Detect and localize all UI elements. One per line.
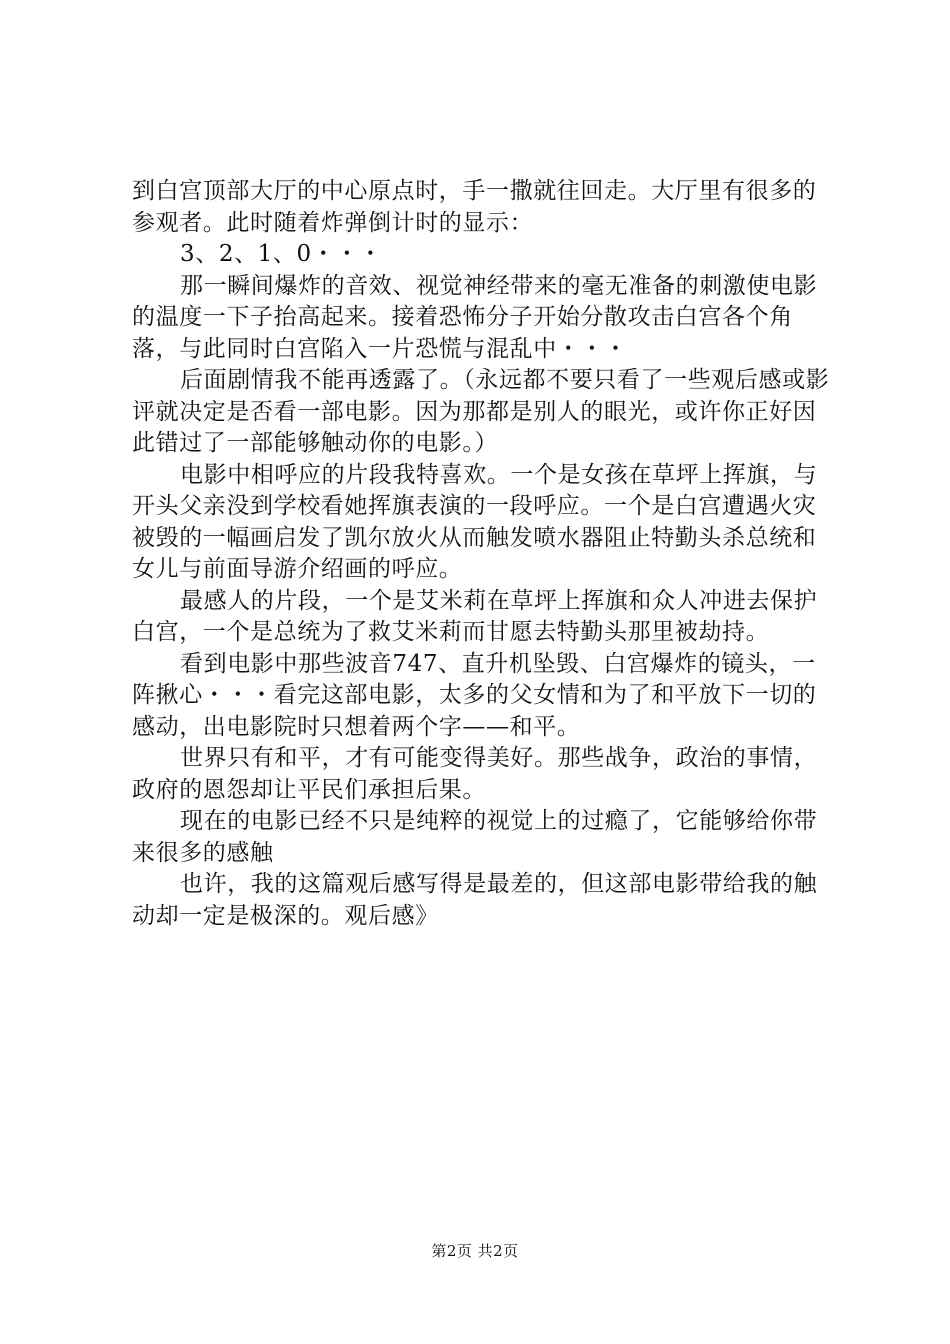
- paragraph-world-peace: 世界只有和平，才有可能变得美好。那些战争，政治的事情，政府的恩怨却让平民们承担后果。: [132, 745, 818, 803]
- paragraph-conclusion: 也许，我的这篇观后感写得是最差的，但这部电影带给我的触动却一定是极深的。观后感》: [132, 871, 818, 929]
- paragraph-no-spoilers: 后面剧情我不能再透露了。（永远都不要只看了一些观后感或影评就决定是否看一部电影。因为那都是别人的眼光，或许你正好因此错过了一部能够触动你的电影。）: [132, 367, 830, 456]
- paragraph-echo-scenes: 电影中相呼应的片段我特喜欢。一个是女孩在草坪上挥旗，与开头父亲没到学校看她挥旗表演的一段呼应。一个是白宫遭遇火灾被毁的一幅画启发了凯尔放火从而触发喷水器阻止特勤头杀总统和女儿与前面导游介绍画的呼应。: [132, 461, 818, 582]
- paragraph-explosion: 那一瞬间爆炸的音效、视觉神经带来的毫无准备的刺激使电影的温度一下子抬高起来。接着恐怖分子开始分散攻击白宫各个角落，与此同时白宫陷入一片恐慌与混乱中・・・: [132, 272, 818, 362]
- paragraph-touching-scenes: 最感人的片段，一个是艾米莉在草坪上挥旗和众人冲进去保护白宫，一个是总统为了救艾米莉而甘愿去特勤头那里被劫持。: [132, 587, 818, 645]
- paragraph-peace: 看到电影中那些波音747、直升机坠毁、白宫爆炸的镜头，一阵揪心・・・看完这部电影，太多的父女情和为了和平放下一切的感动，出电影院时只想着两个字——和平。: [132, 650, 817, 740]
- paragraph-modern-films: 现在的电影已经不只是纯粹的视觉上的过瘾了，它能够给你带来很多的感触: [132, 808, 818, 866]
- paragraph-countdown: 3、2、1、0・・・: [180, 241, 383, 267]
- document-body: [132, 176, 832, 932]
- paragraph-continuation: 到白宫顶部大厅的中心原点时，手一撒就往回走。大厅里有很多的参观者。此时随着炸弹倒计时的显示：: [132, 178, 817, 236]
- page-footer: [0, 1241, 950, 1261]
- page-number-label: 第2页 共2页: [431, 1242, 519, 1260]
